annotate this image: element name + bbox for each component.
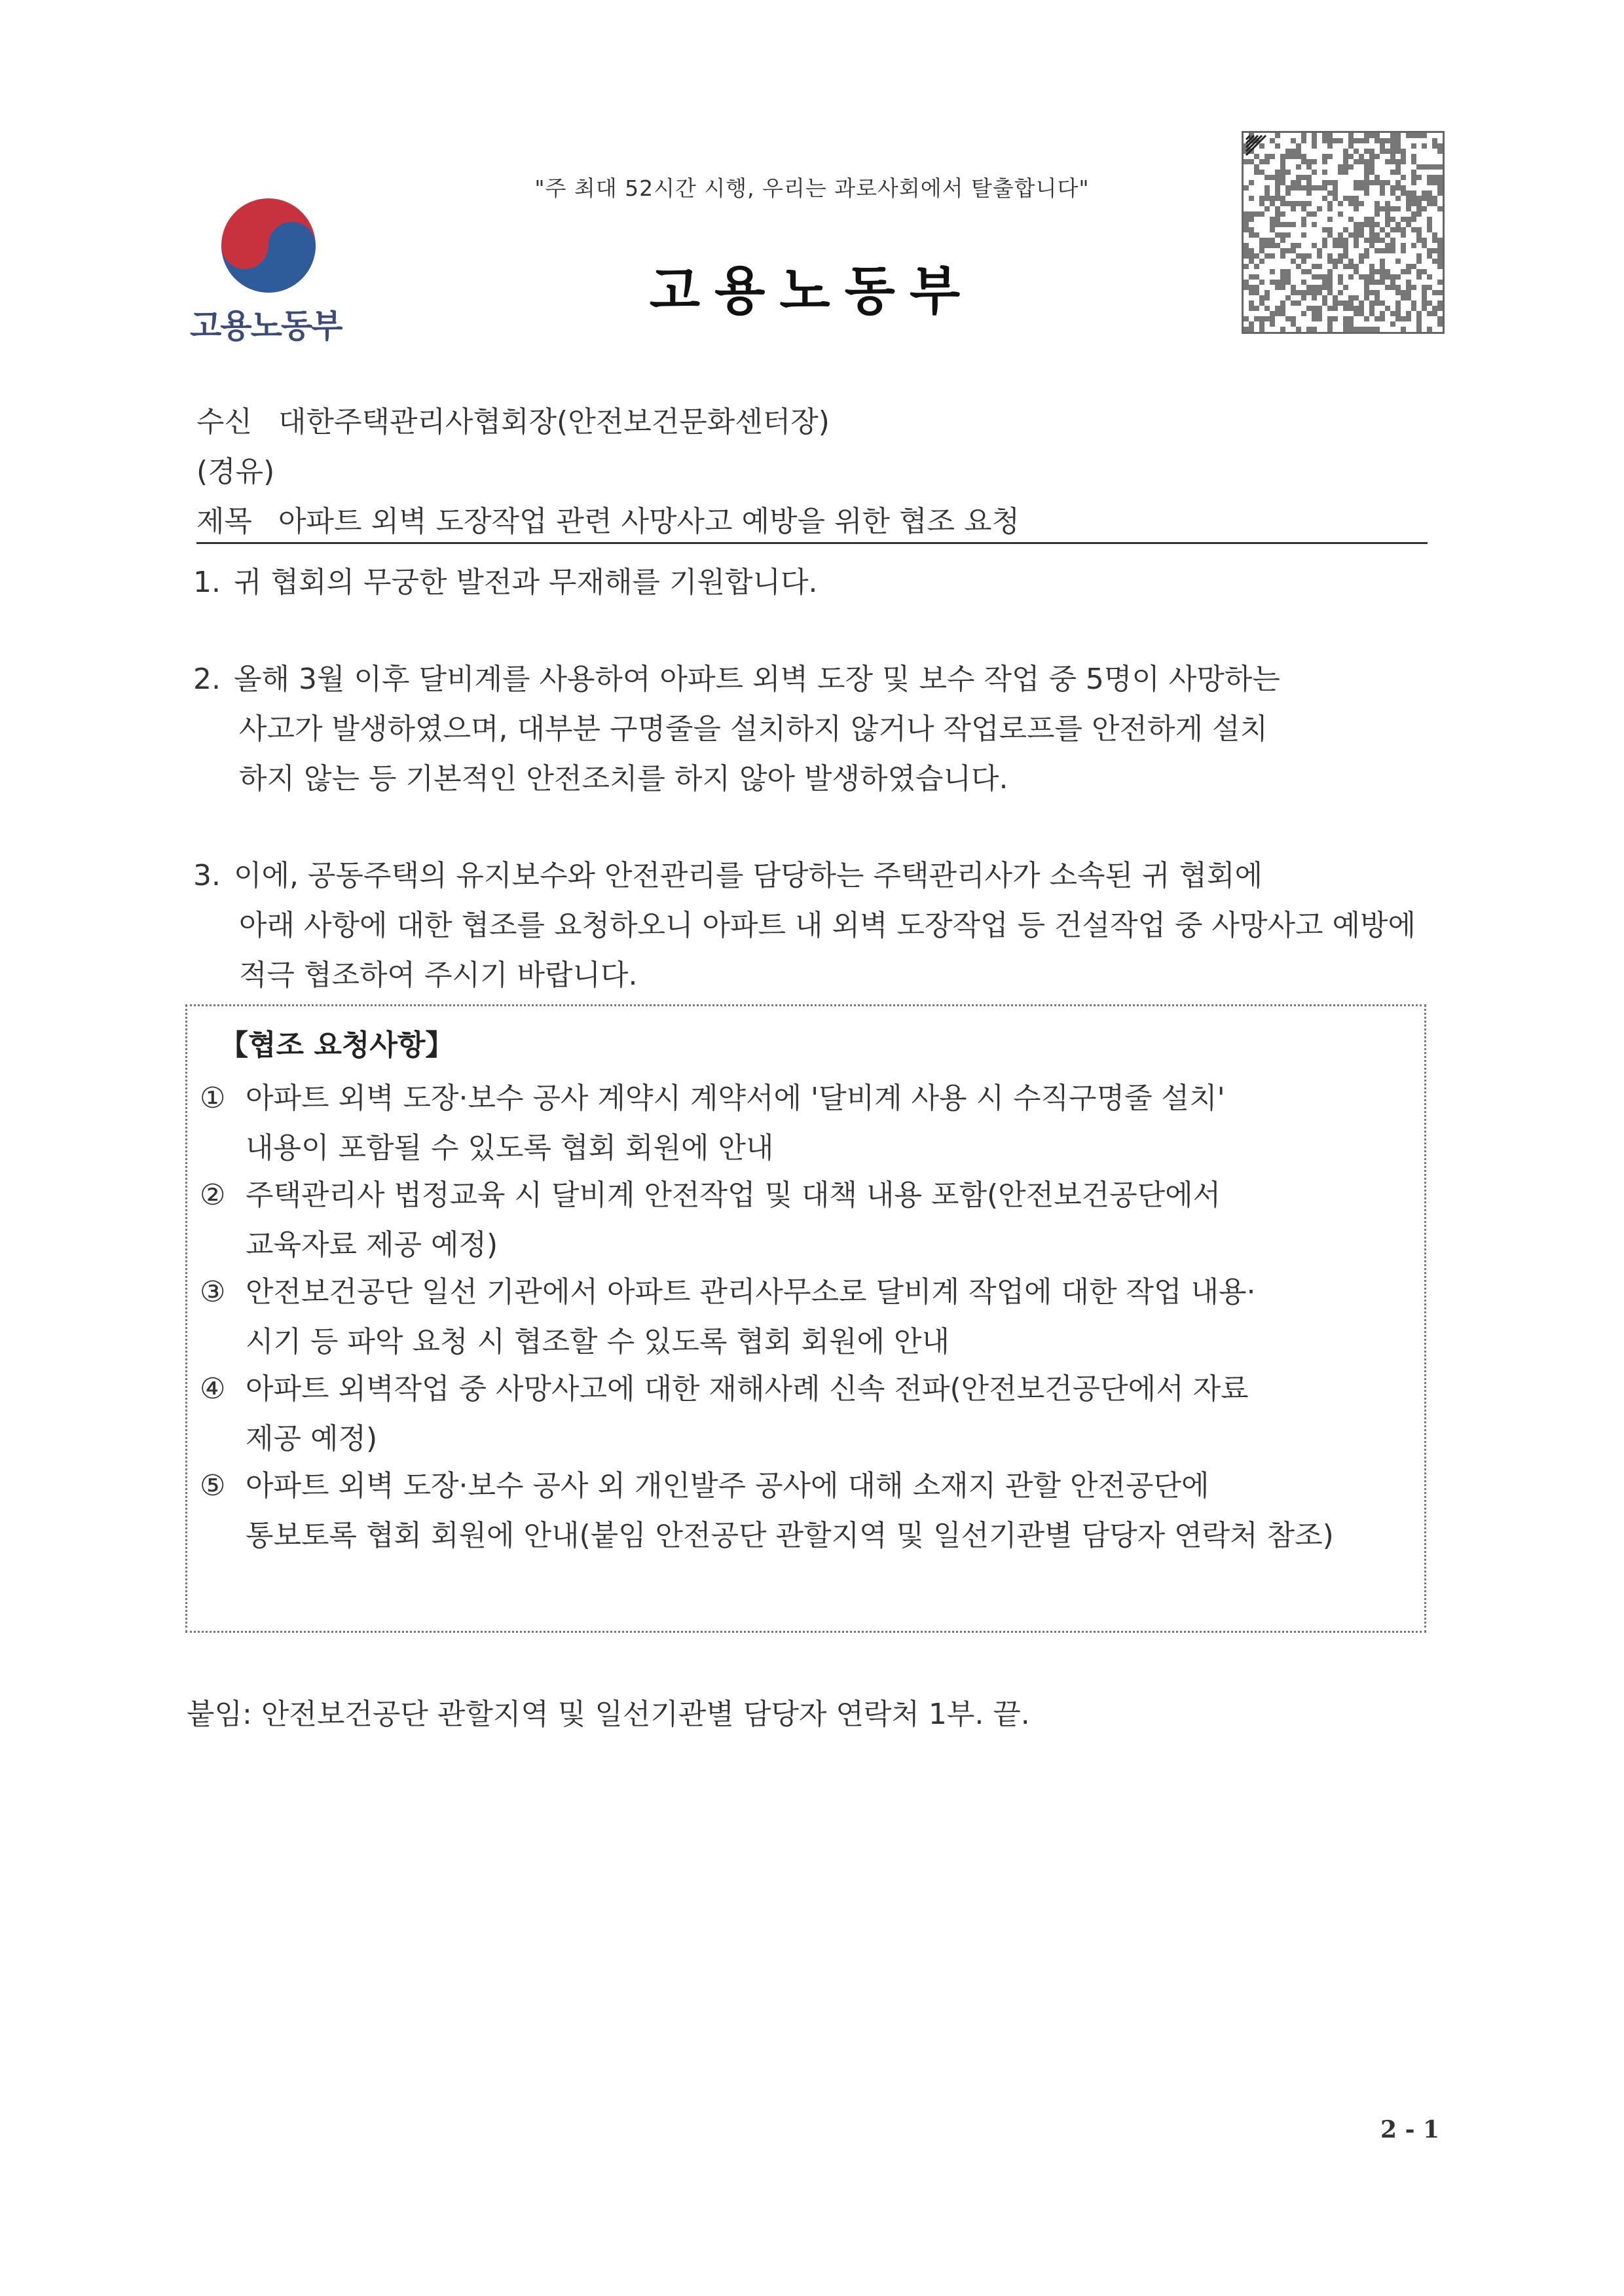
item-mark: ① — [200, 1082, 226, 1115]
recipient-value: 대한주택관리사협회장(안전보건문화센터장) — [278, 405, 830, 439]
paragraph-line: 아래 사항에 대한 협조를 요청하오니 아파트 내 외벽 도장작업 등 건설작업 중 사망사고 예방에 — [239, 909, 1416, 942]
attachment-note: 붙임: 안전보건공단 관할지역 및 일선기관별 담당자 연락처 1부. 끝. — [187, 1698, 1030, 1731]
page-number: 2 - 1 — [1380, 2116, 1440, 2143]
item-line: 내용이 포함될 수 있도록 협회 회원에 안내 — [246, 1131, 774, 1165]
paragraph-line: 올해 3월 이후 달비계를 사용하여 아파트 외벽 도장 및 보수 작업 중 5명이 사망하는 — [234, 663, 1280, 696]
paragraph-number: 3. — [193, 859, 221, 892]
subject-value: 아파트 외벽 도장작업 관련 사망사고 예방을 위한 협조 요청 — [278, 505, 1020, 538]
header-divider — [196, 542, 1428, 544]
item-line: 통보토록 협회 회원에 안내(붙임 안전공단 관할지역 및 일선기관별 담당자 연락처 참조) — [246, 1519, 1334, 1552]
paragraph-number: 1. — [193, 566, 221, 599]
item-line: 아파트 외벽 도장·보수 공사 외 개인발주 공사에 대해 소재지 관할 안전공단에 — [246, 1469, 1209, 1503]
request-item-1 — [200, 1074, 1418, 1173]
request-box-title: 【협조 요청사항】 — [219, 1029, 454, 1062]
paragraph-1 — [193, 558, 1424, 608]
item-line: 주택관리사 법정교육 시 달비계 안전작업 및 대책 내용 포함(안전보건공단에서 — [246, 1178, 1221, 1212]
paragraph-line: 하지 않는 등 기본적인 안전조치를 하지 않아 발생하였습니다. — [239, 762, 1008, 795]
request-item-2 — [200, 1171, 1418, 1270]
item-mark: ④ — [200, 1372, 226, 1406]
request-item-4 — [200, 1364, 1418, 1464]
logo-text: 고용노동부 — [190, 307, 342, 345]
via-label: (경유) — [196, 455, 275, 488]
request-item-3 — [200, 1267, 1418, 1367]
subject-label: 제목 — [196, 505, 253, 538]
via-line — [196, 448, 274, 490]
request-item-5 — [200, 1461, 1418, 1561]
recipient-line — [196, 398, 830, 440]
slogan: "주 최대 52시간 시행, 우리는 과로사회에서 탈출합니다" — [534, 175, 1090, 201]
item-line: 제공 예정) — [246, 1422, 378, 1455]
item-line: 안전보건공단 일선 기관에서 아파트 관리사무소로 달비계 작업에 대한 작업 내용· — [246, 1275, 1256, 1309]
item-mark: ③ — [200, 1275, 226, 1309]
item-line: 아파트 외벽작업 중 사망사고에 대한 재해사례 신속 전파(안전보건공단에서 자료 — [246, 1372, 1249, 1406]
recipient-label: 수신 — [196, 405, 253, 439]
paragraph-line: 이에, 공동주택의 유지보수와 안전관리를 담당하는 주택관리사가 소속된 귀 협회에 — [234, 859, 1263, 892]
paragraph-2 — [193, 655, 1424, 804]
item-mark: ⑤ — [200, 1469, 226, 1503]
qr-code-icon — [1242, 131, 1445, 334]
item-line: 시기 등 파악 요청 시 협조할 수 있도록 협회 회원에 안내 — [246, 1325, 950, 1358]
paragraph-line: 귀 협회의 무궁한 발전과 무재해를 기원합니다. — [234, 566, 818, 599]
paragraph-line: 사고가 발생하였으며, 대부분 구명줄을 설치하지 않거나 작업로프를 안전하게 설치 — [239, 712, 1268, 746]
item-line: 아파트 외벽 도장·보수 공사 계약시 계약서에 '달비계 사용 시 수직구명줄 설치' — [246, 1082, 1225, 1115]
subject-line — [196, 498, 1020, 539]
paragraph-number: 2. — [193, 663, 221, 696]
paragraph-3 — [193, 851, 1424, 1000]
paragraph-line: 적극 협조하여 주시기 바랍니다. — [239, 958, 638, 992]
org-title: 고용노동부 — [649, 261, 975, 321]
item-line: 교육자료 제공 예정) — [246, 1228, 498, 1262]
item-mark: ② — [200, 1178, 226, 1212]
